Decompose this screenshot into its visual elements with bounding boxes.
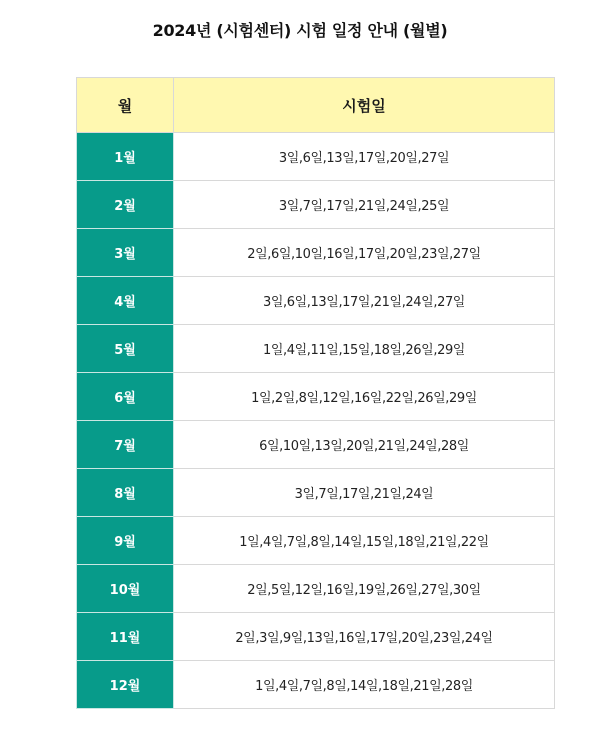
month-cell: 5월 <box>77 325 174 373</box>
table-row <box>77 373 555 421</box>
header-exam-dates: 시험일 <box>174 78 555 133</box>
month-cell: 1월 <box>77 133 174 181</box>
month-cell: 12월 <box>77 661 174 709</box>
table-row <box>77 421 555 469</box>
month-cell: 11월 <box>77 613 174 661</box>
exam-dates-cell: 1일,4일,7일,8일,14일,15일,18일,21일,22일 <box>174 517 555 565</box>
exam-dates-cell: 3일,6일,13일,17일,21일,24일,27일 <box>174 277 555 325</box>
exam-dates-cell: 1일,4일,7일,8일,14일,18일,21일,28일 <box>174 661 555 709</box>
table-row <box>77 613 555 661</box>
exam-dates-cell: 2일,3일,9일,13일,16일,17일,20일,23일,24일 <box>174 613 555 661</box>
month-cell: 3월 <box>77 229 174 277</box>
page-title: 2024년 (시험센터) 시험 일정 안내 (월별) <box>152 21 448 40</box>
table-row <box>77 469 555 517</box>
exam-dates-cell: 3일,6일,13일,17일,20일,27일 <box>174 133 555 181</box>
exam-dates-cell: 1일,4일,11일,15일,18일,26일,29일 <box>174 325 555 373</box>
exam-dates-cell: 6일,10일,13일,20일,21일,24일,28일 <box>174 421 555 469</box>
exam-dates-cell: 3일,7일,17일,21일,24일 <box>174 469 555 517</box>
exam-schedule-table <box>76 77 555 709</box>
month-cell: 6월 <box>77 373 174 421</box>
exam-dates-cell: 3일,7일,17일,21일,24일,25일 <box>174 181 555 229</box>
exam-dates-cell: 2일,6일,10일,16일,17일,20일,23일,27일 <box>174 229 555 277</box>
exam-dates-cell: 2일,5일,12일,16일,19일,26일,27일,30일 <box>174 565 555 613</box>
month-cell: 7월 <box>77 421 174 469</box>
month-cell: 2월 <box>77 181 174 229</box>
table-row <box>77 565 555 613</box>
table-row <box>77 133 555 181</box>
month-cell: 10월 <box>77 565 174 613</box>
month-cell: 4월 <box>77 277 174 325</box>
header-month: 월 <box>77 78 174 133</box>
table-row <box>77 517 555 565</box>
table-header-row <box>77 78 555 133</box>
table-row <box>77 181 555 229</box>
table-row <box>77 277 555 325</box>
exam-dates-cell: 1일,2일,8일,12일,16일,22일,26일,29일 <box>174 373 555 421</box>
month-cell: 8월 <box>77 469 174 517</box>
table-row <box>77 325 555 373</box>
month-cell: 9월 <box>77 517 174 565</box>
table-row <box>77 229 555 277</box>
table-row <box>77 661 555 709</box>
